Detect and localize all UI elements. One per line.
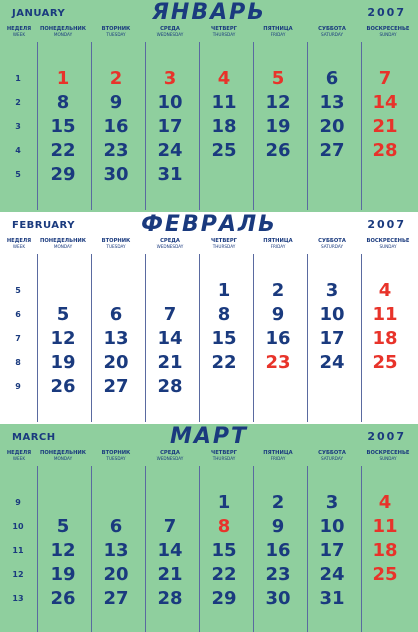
day-cell[interactable]: 10: [319, 304, 345, 325]
day-cell[interactable]: 26: [265, 140, 291, 161]
day-cell[interactable]: 7: [163, 516, 177, 537]
column-header-en: TUESDAY: [106, 32, 126, 37]
day-cell[interactable]: 7: [163, 304, 177, 325]
day-cell[interactable]: 14: [372, 92, 398, 113]
day-cell[interactable]: 8: [56, 92, 70, 113]
column-header-en: THURSDAY: [212, 244, 236, 249]
day-cell[interactable]: 25: [211, 140, 237, 161]
column-header: [197, 238, 251, 249]
week-number: 10: [12, 522, 24, 531]
week-number: 6: [15, 310, 21, 319]
column-header: [143, 238, 197, 249]
day-cell[interactable]: 21: [372, 116, 398, 137]
column-header-en: TUESDAY: [106, 456, 126, 461]
day-cell[interactable]: 9: [271, 304, 285, 325]
column-header: [197, 450, 251, 461]
day-cell[interactable]: 25: [372, 352, 398, 373]
month-name-english: MARCH: [12, 432, 56, 443]
day-cell[interactable]: 18: [211, 116, 237, 137]
month-name-english: JANUARY: [12, 8, 66, 19]
week-number: 8: [15, 358, 21, 367]
week-number: 1: [15, 74, 21, 83]
column-header: [36, 238, 90, 249]
column-header-ru: НЕДЕЛЯ: [6, 238, 32, 244]
day-cell[interactable]: 3: [163, 68, 177, 89]
day-cell[interactable]: 6: [109, 304, 123, 325]
column-header-ru: СРЕДА: [160, 450, 180, 456]
year-label: 2007: [367, 430, 406, 443]
day-cell[interactable]: 12: [265, 92, 291, 113]
day-cell[interactable]: 27: [103, 588, 129, 609]
column-header: [4, 450, 34, 461]
day-cell[interactable]: 21: [157, 352, 183, 373]
day-cell[interactable]: 8: [217, 516, 231, 537]
day-cell[interactable]: 26: [50, 376, 76, 397]
day-cell[interactable]: 9: [271, 516, 285, 537]
column-header-en: TUESDAY: [106, 244, 126, 249]
day-cell[interactable]: 14: [157, 540, 183, 561]
day-cell[interactable]: 2: [109, 68, 123, 89]
column-header-en: MONDAY: [53, 32, 73, 37]
day-cell[interactable]: 27: [319, 140, 345, 161]
day-cell[interactable]: 10: [319, 516, 345, 537]
column-header-ru: ПЯТНИЦА: [263, 238, 293, 244]
day-cell[interactable]: 3: [325, 280, 339, 301]
column-header: [36, 450, 90, 461]
column-header: [251, 450, 305, 461]
day-cell[interactable]: 14: [157, 328, 183, 349]
column-header: [4, 26, 34, 37]
column-header: [305, 26, 359, 37]
week-number: 9: [15, 498, 21, 507]
column-header-ru: ВОСКРЕСЕНЬЕ: [366, 238, 410, 244]
column-header-ru: ВОСКРЕСЕНЬЕ: [366, 450, 410, 456]
column-header-en: WEDNESDAY: [156, 244, 184, 249]
column-header-en: WEEK: [12, 244, 26, 249]
column-header-ru: ВТОРНИК: [101, 450, 131, 456]
day-cell[interactable]: 29: [211, 588, 237, 609]
day-cell[interactable]: 31: [157, 164, 183, 185]
column-header-ru: СУББОТА: [318, 450, 346, 456]
column-header: [358, 26, 418, 37]
month-panel-february: [0, 212, 418, 424]
week-number: 2: [15, 98, 21, 107]
column-header-en: WEEK: [12, 456, 26, 461]
column-header: [36, 26, 90, 37]
column-header-en: WEDNESDAY: [156, 32, 184, 37]
day-cell[interactable]: 15: [211, 540, 237, 561]
day-cell[interactable]: 18: [372, 328, 398, 349]
day-cell[interactable]: 5: [56, 304, 70, 325]
day-cell[interactable]: 16: [265, 540, 291, 561]
column-header: [4, 238, 34, 249]
day-cell[interactable]: 28: [157, 588, 183, 609]
week-number: 5: [15, 286, 21, 295]
day-cell[interactable]: 27: [103, 376, 129, 397]
day-cell[interactable]: 23: [103, 140, 129, 161]
month-name-russian: ФЕВРАЛЬ: [141, 212, 277, 237]
day-cell[interactable]: 22: [50, 140, 76, 161]
day-cell[interactable]: 26: [50, 588, 76, 609]
column-header-en: FRIDAY: [270, 456, 286, 461]
column-header: [89, 238, 143, 249]
day-cell[interactable]: 20: [103, 564, 129, 585]
day-cell[interactable]: 12: [50, 328, 76, 349]
day-cell[interactable]: 29: [50, 164, 76, 185]
column-header-ru: ЧЕТВЕРГ: [211, 26, 237, 32]
day-cell[interactable]: 17: [157, 116, 183, 137]
day-cell[interactable]: 23: [265, 352, 291, 373]
day-cell[interactable]: 28: [372, 140, 398, 161]
day-cell[interactable]: 11: [372, 516, 398, 537]
column-header-ru: ПОНЕДЕЛЬНИК: [40, 238, 86, 244]
column-header-ru: СРЕДА: [160, 26, 180, 32]
day-cell[interactable]: 24: [319, 564, 345, 585]
day-cell[interactable]: 24: [157, 140, 183, 161]
column-header-en: WEDNESDAY: [156, 456, 184, 461]
week-number: 13: [12, 594, 24, 603]
day-cell[interactable]: 10: [157, 92, 183, 113]
column-header-en: MONDAY: [53, 244, 73, 249]
column-header-ru: ВТОРНИК: [101, 238, 131, 244]
column-header: [305, 238, 359, 249]
day-cell[interactable]: 28: [157, 376, 183, 397]
column-header-en: SATURDAY: [320, 456, 344, 461]
column-header-en: MONDAY: [53, 456, 73, 461]
column-header-en: THURSDAY: [212, 456, 236, 461]
week-number: 3: [15, 122, 21, 131]
day-cell[interactable]: 19: [50, 352, 76, 373]
day-cell[interactable]: 24: [319, 352, 345, 373]
column-header-ru: ПЯТНИЦА: [263, 450, 293, 456]
day-cell[interactable]: 13: [103, 328, 129, 349]
column-header: [197, 26, 251, 37]
week-number: 11: [12, 546, 24, 555]
month-name-russian: ЯНВАРЬ: [151, 0, 267, 25]
column-header: [251, 26, 305, 37]
day-cell[interactable]: 18: [372, 540, 398, 561]
week-number: 4: [15, 146, 21, 155]
column-header-en: THURSDAY: [212, 32, 236, 37]
day-cell[interactable]: 16: [265, 328, 291, 349]
year-label: 2007: [367, 218, 406, 231]
column-header-ru: ВТОРНИК: [101, 26, 131, 32]
column-header-en: FRIDAY: [270, 244, 286, 249]
day-cell[interactable]: 2: [271, 492, 285, 513]
column-header-ru: ЧЕТВЕРГ: [211, 450, 237, 456]
day-cell[interactable]: 2: [271, 280, 285, 301]
column-header: [143, 450, 197, 461]
day-cell[interactable]: 17: [319, 540, 345, 561]
day-cell[interactable]: 13: [319, 92, 345, 113]
week-number: 7: [15, 334, 21, 343]
column-header: [305, 450, 359, 461]
column-header: [251, 238, 305, 249]
column-header-en: SUNDAY: [379, 244, 397, 249]
day-cell[interactable]: 30: [265, 588, 291, 609]
day-cell[interactable]: 17: [319, 328, 345, 349]
day-cell[interactable]: 21: [157, 564, 183, 585]
day-cell[interactable]: 31: [319, 588, 345, 609]
column-header-en: SUNDAY: [379, 32, 397, 37]
day-cell[interactable]: 19: [50, 564, 76, 585]
month-panel-january: [0, 0, 418, 212]
column-header-ru: ПОНЕДЕЛЬНИК: [40, 26, 86, 32]
day-cell[interactable]: 20: [103, 352, 129, 373]
month-name-russian: МАРТ: [169, 424, 249, 449]
day-cell[interactable]: 1: [217, 492, 231, 513]
day-cell[interactable]: 15: [211, 328, 237, 349]
column-header-en: WEEK: [12, 32, 26, 37]
week-number: 9: [15, 382, 21, 391]
day-cell[interactable]: 15: [50, 116, 76, 137]
day-cell[interactable]: 9: [109, 92, 123, 113]
day-cell[interactable]: 13: [103, 540, 129, 561]
day-cell[interactable]: 5: [56, 516, 70, 537]
column-header-ru: СРЕДА: [160, 238, 180, 244]
day-cell[interactable]: 11: [211, 92, 237, 113]
week-number: 12: [12, 570, 24, 579]
column-header: [358, 238, 418, 249]
day-cell[interactable]: 16: [103, 116, 129, 137]
column-header: [89, 450, 143, 461]
column-header: [143, 26, 197, 37]
column-header-ru: ЧЕТВЕРГ: [211, 238, 237, 244]
column-header: [358, 450, 418, 461]
column-header-ru: ПОНЕДЕЛЬНИК: [40, 450, 86, 456]
column-header-ru: НЕДЕЛЯ: [6, 26, 32, 32]
column-header: [89, 26, 143, 37]
day-cell[interactable]: 11: [372, 304, 398, 325]
month-name-english: FEBRUARY: [12, 220, 75, 231]
day-cell[interactable]: 8: [217, 304, 231, 325]
week-number: 5: [15, 170, 21, 179]
day-cell[interactable]: 4: [217, 68, 231, 89]
day-cell[interactable]: 1: [217, 280, 231, 301]
column-header-en: SATURDAY: [320, 244, 344, 249]
column-header-ru: ПЯТНИЦА: [263, 26, 293, 32]
column-header-ru: ВОСКРЕСЕНЬЕ: [366, 26, 410, 32]
month-panel-march: [0, 424, 418, 630]
column-header-ru: СУББОТА: [318, 26, 346, 32]
day-cell[interactable]: 6: [325, 68, 339, 89]
day-cell[interactable]: 22: [211, 564, 237, 585]
day-cell[interactable]: 1: [56, 68, 70, 89]
day-cell[interactable]: 23: [265, 564, 291, 585]
column-header-en: FRIDAY: [270, 32, 286, 37]
day-cell[interactable]: 20: [319, 116, 345, 137]
day-cell[interactable]: 4: [378, 492, 392, 513]
day-cell[interactable]: 30: [103, 164, 129, 185]
day-cell[interactable]: 4: [378, 280, 392, 301]
column-header-en: SUNDAY: [379, 456, 397, 461]
column-header-ru: СУББОТА: [318, 238, 346, 244]
day-cell[interactable]: 6: [109, 516, 123, 537]
day-cell[interactable]: 22: [211, 352, 237, 373]
day-cell[interactable]: 7: [378, 68, 392, 89]
column-header-en: SATURDAY: [320, 32, 344, 37]
day-cell[interactable]: 12: [50, 540, 76, 561]
day-cell[interactable]: 3: [325, 492, 339, 513]
day-cell[interactable]: 5: [271, 68, 285, 89]
day-cell[interactable]: 25: [372, 564, 398, 585]
year-label: 2007: [367, 6, 406, 19]
column-header-ru: НЕДЕЛЯ: [6, 450, 32, 456]
day-cell[interactable]: 19: [265, 116, 291, 137]
